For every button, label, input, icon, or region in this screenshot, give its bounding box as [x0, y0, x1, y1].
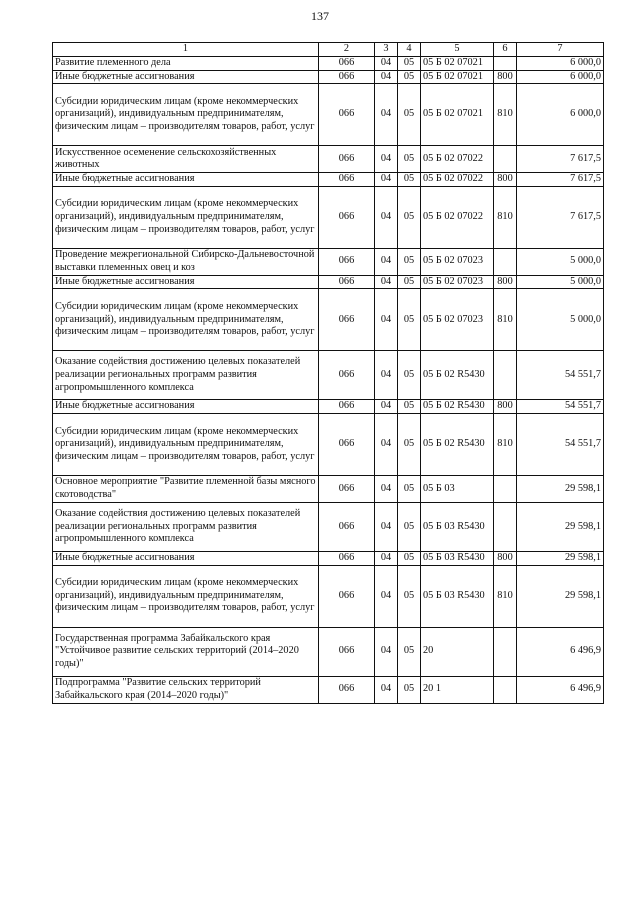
row-target-code-cell: 05 Б 02 07021 — [421, 84, 494, 146]
row-expense-type-cell — [494, 57, 517, 71]
row-admin-code-cell: 066 — [319, 173, 375, 187]
row-section-cell: 04 — [375, 475, 398, 502]
row-target-code-cell: 05 Б 02 07022 — [421, 146, 494, 173]
row-target-code-cell: 05 Б 02 07022 — [421, 173, 494, 187]
row-expense-type-cell: 810 — [494, 186, 517, 248]
row-admin-code-cell: 066 — [319, 186, 375, 248]
row-admin-code-cell: 066 — [319, 57, 375, 71]
row-amount-cell: 7 617,5 — [517, 146, 604, 173]
table-row — [53, 275, 604, 289]
row-admin-code-cell: 066 — [319, 84, 375, 146]
header-cell: 4 — [398, 43, 421, 57]
row-amount-cell: 29 598,1 — [517, 551, 604, 565]
table-row — [53, 248, 604, 275]
row-section-cell: 04 — [375, 70, 398, 84]
table-row — [53, 173, 604, 187]
row-amount-cell: 5 000,0 — [517, 289, 604, 351]
row-admin-code-cell: 066 — [319, 627, 375, 676]
budget-table — [52, 42, 604, 704]
row-amount-cell: 6 000,0 — [517, 57, 604, 71]
row-target-code-cell: 05 Б 02 07022 — [421, 186, 494, 248]
row-amount-cell: 5 000,0 — [517, 275, 604, 289]
row-name-cell: Субсидии юридическим лицам (кроме некоммерческих организаций), индивидуальным предпринимателям, физическим лицам – производителям товаров, работ, услуг — [53, 289, 319, 351]
row-name-cell: Субсидии юридическим лицам (кроме некоммерческих организаций), индивидуальным предпринимателям, физическим лицам – производителям товаров, работ, услуг — [53, 413, 319, 475]
row-subsection-cell: 05 — [398, 351, 421, 400]
row-subsection-cell: 05 — [398, 551, 421, 565]
row-expense-type-cell — [494, 351, 517, 400]
row-expense-type-cell: 800 — [494, 551, 517, 565]
row-amount-cell: 6 496,9 — [517, 676, 604, 703]
row-admin-code-cell: 066 — [319, 676, 375, 703]
row-target-code-cell: 05 Б 02 R5430 — [421, 351, 494, 400]
row-expense-type-cell: 800 — [494, 400, 517, 414]
row-expense-type-cell — [494, 627, 517, 676]
table-row — [53, 565, 604, 627]
row-amount-cell: 6 000,0 — [517, 84, 604, 146]
row-target-code-cell: 05 Б 02 07023 — [421, 248, 494, 275]
row-admin-code-cell: 066 — [319, 351, 375, 400]
row-section-cell: 04 — [375, 627, 398, 676]
row-admin-code-cell: 066 — [319, 475, 375, 502]
header-cell: 6 — [494, 43, 517, 57]
row-admin-code-cell: 066 — [319, 146, 375, 173]
row-subsection-cell: 05 — [398, 70, 421, 84]
table-row — [53, 627, 604, 676]
row-admin-code-cell: 066 — [319, 551, 375, 565]
row-section-cell: 04 — [375, 173, 398, 187]
row-name-cell: Субсидии юридическим лицам (кроме некоммерческих организаций), индивидуальным предпринимателям, физическим лицам – производителям товаров, работ, услуг — [53, 186, 319, 248]
header-cell: 2 — [319, 43, 375, 57]
table-row — [53, 351, 604, 400]
row-section-cell: 04 — [375, 400, 398, 414]
row-subsection-cell: 05 — [398, 676, 421, 703]
row-target-code-cell: 05 Б 02 07021 — [421, 70, 494, 84]
row-section-cell: 04 — [375, 502, 398, 551]
row-name-cell: Оказание содействия достижению целевых показателей реализации региональных программ развития агропромышленного комплекса — [53, 351, 319, 400]
row-name-cell: Субсидии юридическим лицам (кроме некоммерческих организаций), индивидуальным предпринимателям, физическим лицам – производителям товаров, работ, услуг — [53, 84, 319, 146]
row-subsection-cell: 05 — [398, 413, 421, 475]
row-admin-code-cell: 066 — [319, 565, 375, 627]
row-target-code-cell: 05 Б 02 07021 — [421, 57, 494, 71]
row-target-code-cell: 20 — [421, 627, 494, 676]
row-name-cell: Субсидии юридическим лицам (кроме некоммерческих организаций), индивидуальным предпринимателям, физическим лицам – производителям товаров, работ, услуг — [53, 565, 319, 627]
row-expense-type-cell — [494, 676, 517, 703]
row-section-cell: 04 — [375, 351, 398, 400]
row-name-cell: Проведение межрегиональной Сибирско-Дальневосточной выставки племенных овец и коз — [53, 248, 319, 275]
row-section-cell: 04 — [375, 57, 398, 71]
row-section-cell: 04 — [375, 248, 398, 275]
row-subsection-cell: 05 — [398, 173, 421, 187]
header-cell: 5 — [421, 43, 494, 57]
row-section-cell: 04 — [375, 186, 398, 248]
row-admin-code-cell: 066 — [319, 289, 375, 351]
row-amount-cell: 29 598,1 — [517, 475, 604, 502]
row-amount-cell: 29 598,1 — [517, 502, 604, 551]
row-subsection-cell: 05 — [398, 57, 421, 71]
row-section-cell: 04 — [375, 551, 398, 565]
row-name-cell: Развитие племенного дела — [53, 57, 319, 71]
row-target-code-cell: 05 Б 02 R5430 — [421, 400, 494, 414]
row-subsection-cell: 05 — [398, 248, 421, 275]
row-subsection-cell: 05 — [398, 289, 421, 351]
header-cell: 3 — [375, 43, 398, 57]
row-amount-cell: 7 617,5 — [517, 173, 604, 187]
row-target-code-cell: 05 Б 03 — [421, 475, 494, 502]
row-expense-type-cell — [494, 248, 517, 275]
row-target-code-cell: 20 1 — [421, 676, 494, 703]
row-name-cell: Иные бюджетные ассигнования — [53, 70, 319, 84]
row-amount-cell: 5 000,0 — [517, 248, 604, 275]
row-expense-type-cell — [494, 475, 517, 502]
row-admin-code-cell: 066 — [319, 502, 375, 551]
row-admin-code-cell: 066 — [319, 400, 375, 414]
row-name-cell: Основное мероприятие "Развитие племенной базы мясного скотоводства" — [53, 475, 319, 502]
row-subsection-cell: 05 — [398, 275, 421, 289]
row-name-cell: Иные бюджетные ассигнования — [53, 400, 319, 414]
row-amount-cell: 29 598,1 — [517, 565, 604, 627]
row-expense-type-cell: 810 — [494, 565, 517, 627]
table-row — [53, 400, 604, 414]
table-row — [53, 676, 604, 703]
row-admin-code-cell: 066 — [319, 70, 375, 84]
table-row — [53, 475, 604, 502]
row-section-cell: 04 — [375, 413, 398, 475]
row-expense-type-cell — [494, 146, 517, 173]
row-target-code-cell: 05 Б 03 R5430 — [421, 565, 494, 627]
row-target-code-cell: 05 Б 02 R5430 — [421, 413, 494, 475]
table-row — [53, 289, 604, 351]
page-number: 137 — [311, 9, 329, 23]
row-target-code-cell: 05 Б 02 07023 — [421, 289, 494, 351]
table-row — [53, 502, 604, 551]
row-name-cell: Государственная программа Забайкальского края "Устойчивое развитие сельских территорий (2014–2020 годы)" — [53, 627, 319, 676]
row-expense-type-cell: 800 — [494, 275, 517, 289]
row-amount-cell: 54 551,7 — [517, 400, 604, 414]
row-section-cell: 04 — [375, 565, 398, 627]
row-amount-cell: 6 496,9 — [517, 627, 604, 676]
row-subsection-cell: 05 — [398, 475, 421, 502]
row-section-cell: 04 — [375, 275, 398, 289]
row-section-cell: 04 — [375, 146, 398, 173]
row-amount-cell: 6 000,0 — [517, 70, 604, 84]
row-subsection-cell: 05 — [398, 565, 421, 627]
row-target-code-cell: 05 Б 02 07023 — [421, 275, 494, 289]
row-expense-type-cell: 810 — [494, 84, 517, 146]
row-admin-code-cell: 066 — [319, 413, 375, 475]
row-name-cell: Искусственное осеменение сельскохозяйственных животных — [53, 146, 319, 173]
row-name-cell: Иные бюджетные ассигнования — [53, 551, 319, 565]
row-expense-type-cell: 810 — [494, 413, 517, 475]
row-amount-cell: 54 551,7 — [517, 351, 604, 400]
row-subsection-cell: 05 — [398, 186, 421, 248]
table-row — [53, 70, 604, 84]
table-row — [53, 84, 604, 146]
row-expense-type-cell — [494, 502, 517, 551]
row-subsection-cell: 05 — [398, 502, 421, 551]
table-body — [53, 57, 604, 704]
header-cell: 1 — [53, 43, 319, 57]
table-row — [53, 551, 604, 565]
row-amount-cell: 54 551,7 — [517, 413, 604, 475]
row-section-cell: 04 — [375, 676, 398, 703]
row-subsection-cell: 05 — [398, 146, 421, 173]
row-target-code-cell: 05 Б 03 R5430 — [421, 551, 494, 565]
table-row — [53, 57, 604, 71]
table-row — [53, 413, 604, 475]
table-row — [53, 186, 604, 248]
row-expense-type-cell: 800 — [494, 70, 517, 84]
row-subsection-cell: 05 — [398, 84, 421, 146]
row-name-cell: Иные бюджетные ассигнования — [53, 275, 319, 289]
row-name-cell: Подпрограмма "Развитие сельских территорий Забайкальского края (2014–2020 годы)" — [53, 676, 319, 703]
header-row — [53, 43, 604, 57]
row-expense-type-cell: 800 — [494, 173, 517, 187]
row-target-code-cell: 05 Б 03 R5430 — [421, 502, 494, 551]
row-expense-type-cell: 810 — [494, 289, 517, 351]
row-subsection-cell: 05 — [398, 627, 421, 676]
row-amount-cell: 7 617,5 — [517, 186, 604, 248]
row-name-cell: Иные бюджетные ассигнования — [53, 173, 319, 187]
row-admin-code-cell: 066 — [319, 248, 375, 275]
row-section-cell: 04 — [375, 289, 398, 351]
header-cell: 7 — [517, 43, 604, 57]
row-subsection-cell: 05 — [398, 400, 421, 414]
row-section-cell: 04 — [375, 84, 398, 146]
row-admin-code-cell: 066 — [319, 275, 375, 289]
table-row — [53, 146, 604, 173]
row-name-cell: Оказание содействия достижению целевых показателей реализации региональных программ развития агропромышленного комплекса — [53, 502, 319, 551]
